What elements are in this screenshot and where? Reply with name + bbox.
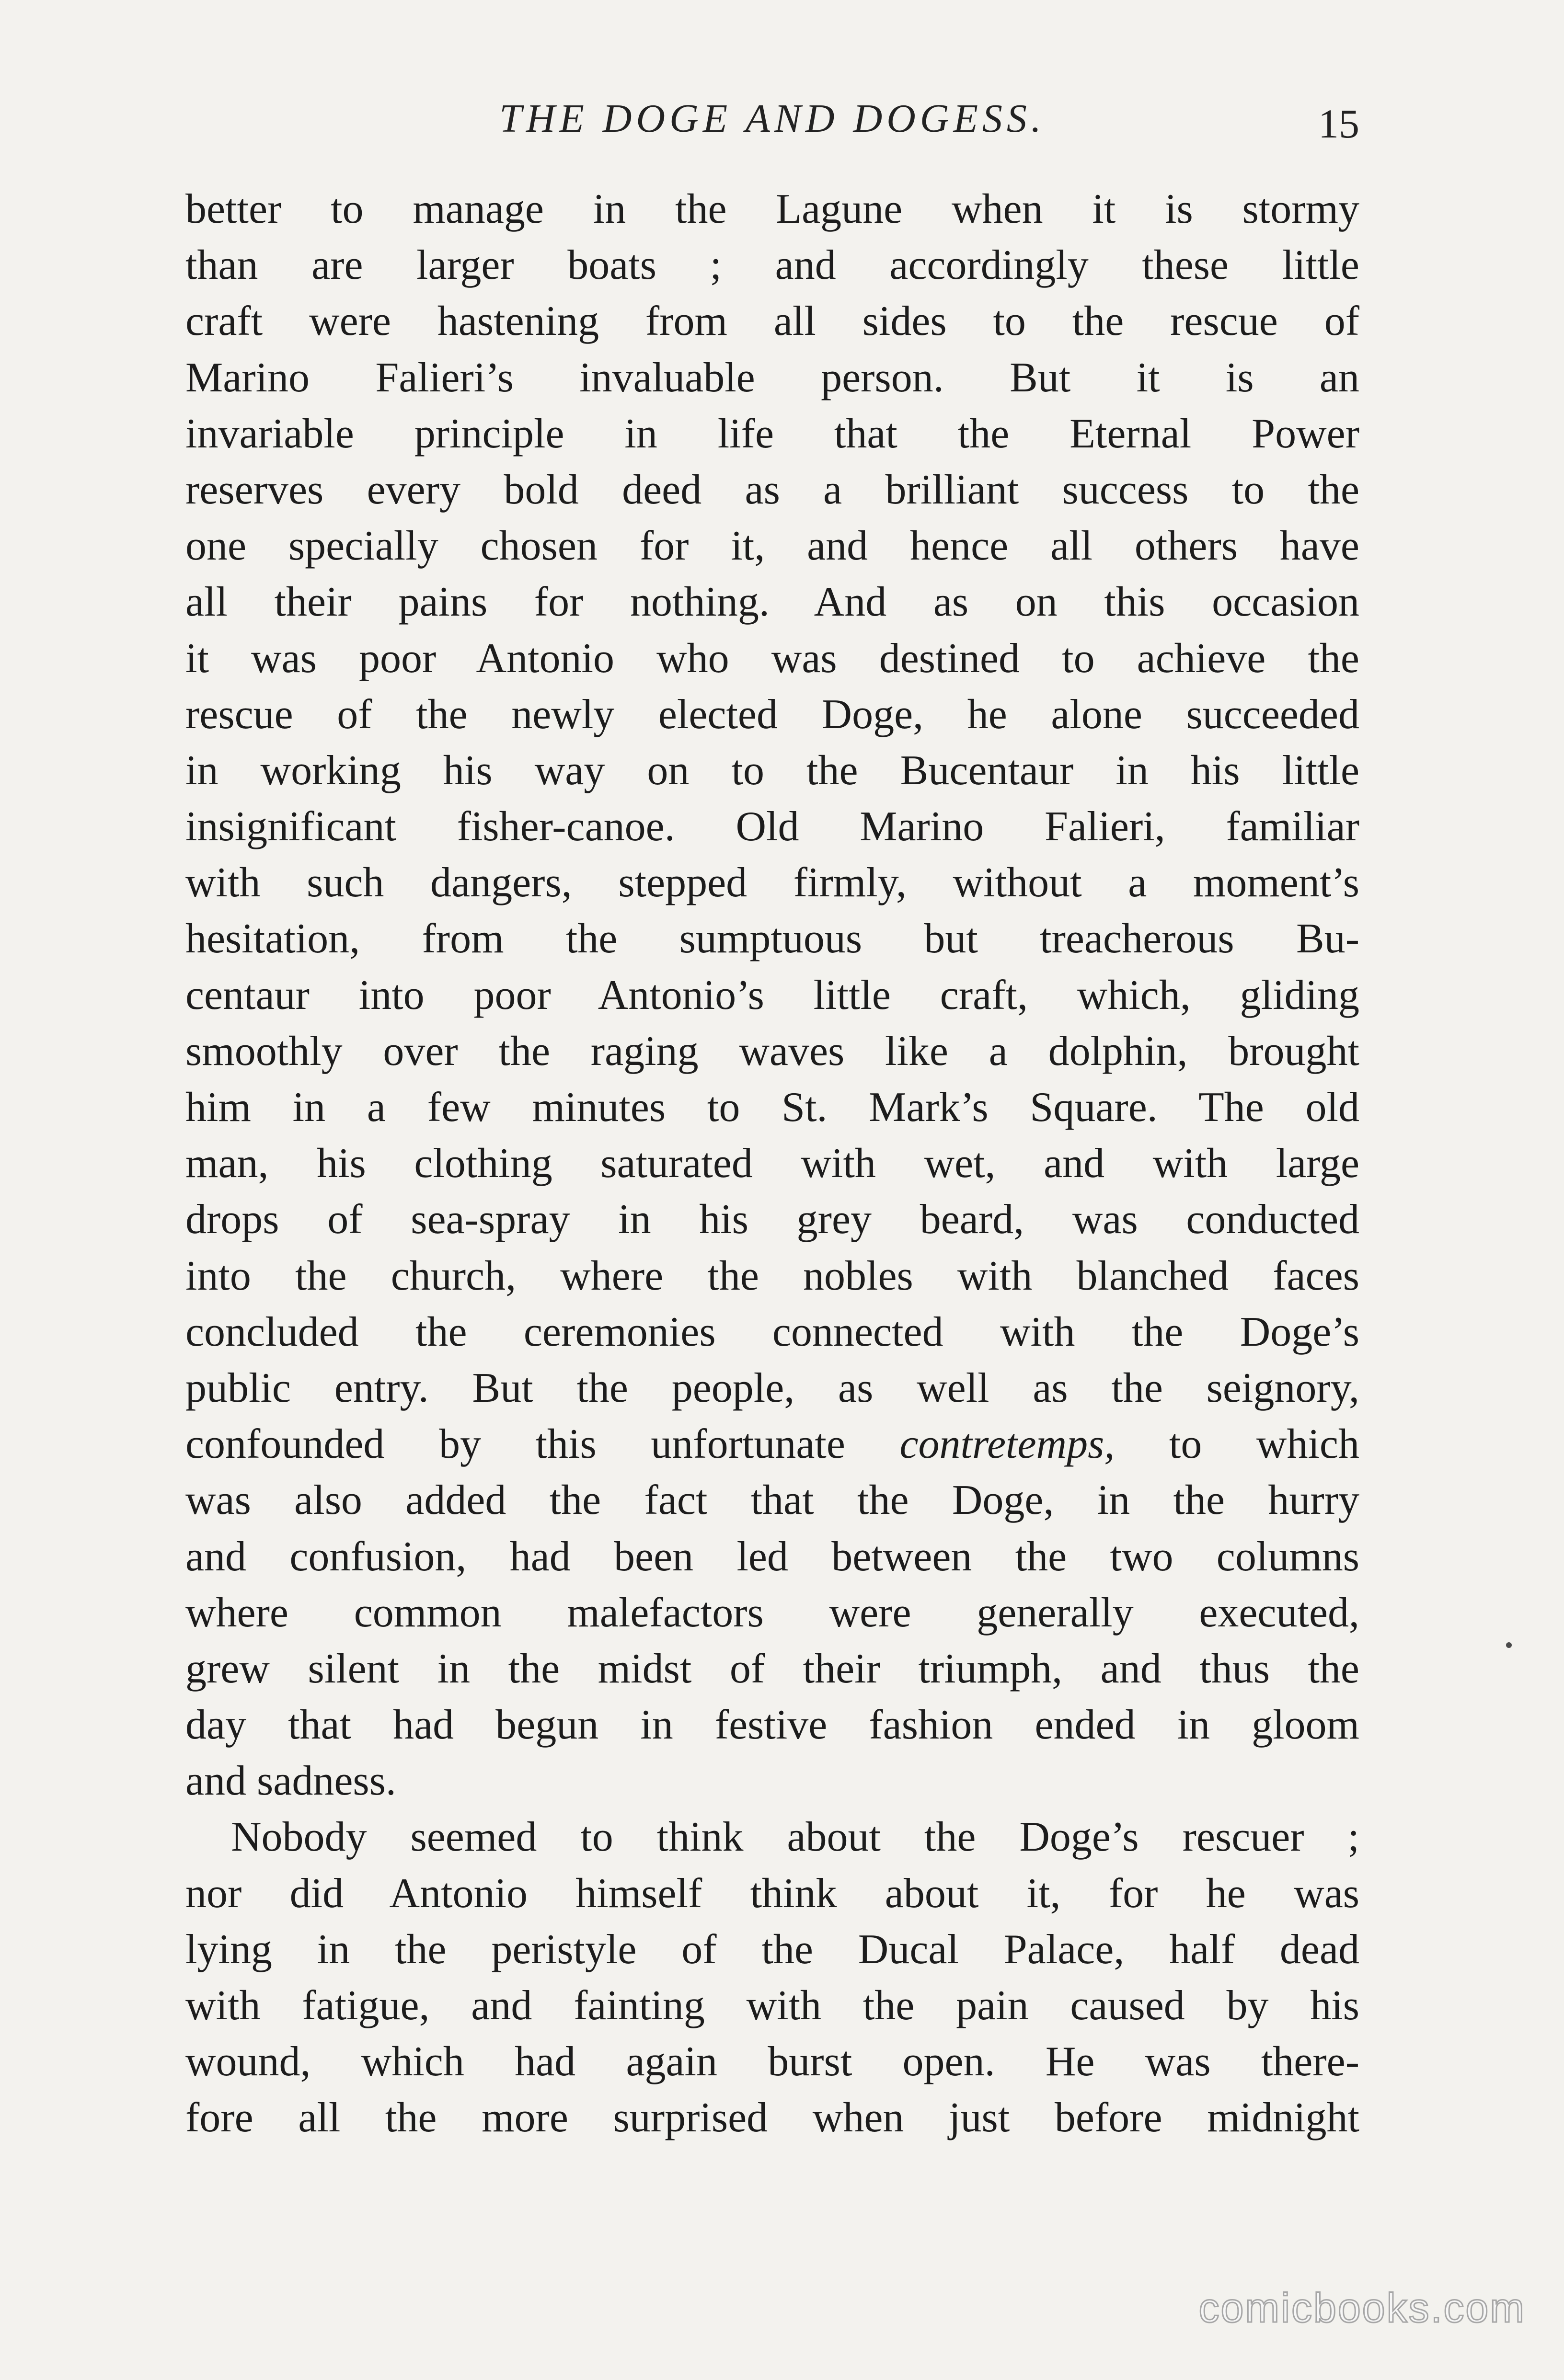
text-line: than are larger boats ; and accordingly these little (185, 242, 1359, 289)
text-line: rescue of the newly elected Doge, he alone succeeded (185, 691, 1359, 738)
text-line: drops of sea-spray in his grey beard, was conducted (185, 1196, 1359, 1243)
text-line: insignificant fisher-canoe. Old Marino Falieri, familiar (185, 803, 1359, 850)
text-line: better to manage in the Lagune when it is stormy (185, 186, 1359, 232)
running-title: THE DOGE AND DOGESS. (499, 96, 1046, 141)
text-line: with fatigue, and fainting with the pain caused by his (185, 1982, 1359, 2029)
text-line: public entry. But the people, as well as the seignory, (185, 1364, 1359, 1411)
text-line: man, his clothing saturated with wet, and with large (185, 1140, 1359, 1187)
text-line: fore all the more surprised when just before midnight (185, 2094, 1359, 2141)
text-line: with such dangers, stepped firmly, without a moment’s (185, 859, 1359, 906)
text-line: where common malefactors were generally executed, (185, 1589, 1359, 1636)
text-line: all their pains for nothing. And as on this occasion (185, 579, 1359, 626)
text-line-with-italic (185, 1416, 1359, 1472)
paragraph-last-line: and sadness. (185, 1758, 396, 1805)
text-line: and confusion, had been led between the two columns (185, 1533, 1359, 1580)
text-line: wound, which had again burst open. He was there- (185, 2038, 1359, 2085)
running-head (185, 85, 1359, 152)
text-line: invariable principle in life that the Eternal Power (185, 410, 1359, 457)
text-line: lying in the peristyle of the Ducal Palace, half dead (185, 1926, 1359, 1973)
italic-word: contretemps, (899, 1421, 1115, 1468)
text-line: one specially chosen for it, and hence all others have (185, 523, 1359, 570)
text-line: grew silent in the midst of their triumph, and thus the (185, 1645, 1359, 1692)
text-line: day that had begun in festive fashion ended in gloom (185, 1702, 1359, 1749)
text-line: smoothly over the raging waves like a dolphin, brought (185, 1028, 1359, 1075)
watermark-text: comicbooks.com (1198, 2285, 1526, 2331)
text-run: to which (1115, 1421, 1359, 1468)
text-line: it was poor Antonio who was destined to achieve the (185, 635, 1359, 682)
text-line: craft were hastening from all sides to the rescue of (185, 298, 1359, 345)
text-line: hesitation, from the sumptuous but treacherous Bu- (185, 915, 1359, 962)
text-line: centaur into poor Antonio’s little craft, which, gliding (185, 972, 1359, 1018)
body-text (185, 181, 1359, 2146)
text-run: confounded by this unfortunate (185, 1421, 900, 1468)
text-line: Marino Falieri’s invaluable person. But it is an (185, 354, 1359, 401)
text-line: reserves every bold deed as a brilliant success to the (185, 466, 1359, 513)
text-line: him in a few minutes to St. Mark’s Square. The old (185, 1084, 1359, 1131)
text-line: into the church, where the nobles with blanched faces (185, 1252, 1359, 1299)
page-number: 15 (1318, 101, 1359, 147)
print-speck (1506, 1642, 1512, 1648)
paragraph-first-line: Nobody seemed to think about the Doge’s rescuer ; (231, 1814, 1359, 1861)
text-line: in working his way on to the Bucentaur in his little (185, 747, 1359, 794)
text-line: concluded the ceremonies connected with the Doge’s (185, 1308, 1359, 1355)
text-line: nor did Antonio himself think about it, for he was (185, 1870, 1359, 1917)
text-line: was also added the fact that the Doge, in the hurry (185, 1477, 1359, 1524)
